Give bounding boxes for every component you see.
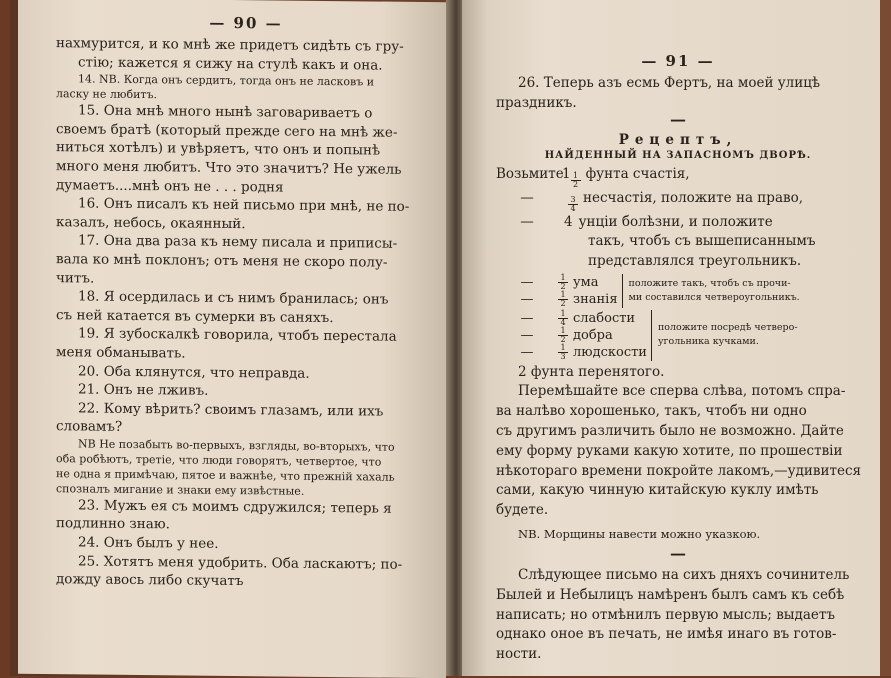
closing-line: Былей и Небылицъ намѣренъ былъ самъ къ себѣ — [496, 586, 845, 603]
left-text-line: словамъ? — [56, 418, 123, 436]
left-page — [18, 0, 446, 678]
recipe-row-happiness: Возьмите 1 $\frac{1}{2}$ фунта счастія, — [496, 165, 690, 189]
entry-26-line1: 26. Теперь азъ есмь Фертъ, на моей улицѣ — [518, 75, 821, 91]
instruction-line: сами, какую чинную китайскую куклу имѣть — [496, 482, 819, 499]
recipe-row-illness-cont1: такъ, чтобъ съ вышеписаннымъ — [588, 233, 816, 250]
left-text-line: 23. Мужъ ея съ моимъ сдружился; теперь я — [78, 497, 392, 517]
page-number-right: — 91 — — [641, 52, 715, 70]
recipe-title: Рецептъ, — [618, 131, 738, 148]
left-text-line: съ ней катается въ сумерки въ саняхъ. — [56, 306, 334, 326]
left-text-line: 14. NB. Когда онъ сердитъ, тогда онъ не ласковъ и — [78, 72, 375, 89]
instruction-line: съ другимъ различить было не возможно. Дайте — [496, 423, 844, 440]
recipe-row-borrowed: 2 фунта перенятого. — [518, 363, 665, 380]
instruction-line: будете. — [496, 502, 549, 519]
left-text-line: стію; кажется я сижу на стулѣ какъ и она. — [78, 53, 383, 74]
instruction-line: Перемѣшайте все сперва слѣва, потомъ спра- — [518, 383, 846, 400]
left-text-line: подлинно знаю. — [56, 515, 170, 533]
closing-line: Слѣдующее письмо на сихъ дняхъ сочинитель — [518, 567, 850, 584]
left-text-line: не одна я примѣчаю, пятое и важнѣе, что прежній хахаль — [56, 467, 395, 484]
left-text-line: 17. Она два раза къ нему писала и приписы- — [78, 232, 398, 253]
separator-dash: — — [670, 109, 686, 129]
left-text-line: читъ. — [56, 269, 95, 287]
nb-note: NB. Морщины навести можно указкою. — [518, 527, 761, 542]
recipe-row-illness-cont2: представлялся треугольникъ. — [588, 252, 802, 269]
left-text-line: 24. Онъ былъ у нее. — [78, 534, 219, 552]
recipe-row-illness: — 4 унціи болѣзни, и положите — [520, 213, 773, 230]
recipe-item-knowledge: — $\frac{1}{2}$ знанія — [520, 289, 618, 308]
recipe-row-misfortune: — $\frac{3}{4}$ несчастія, положите на право, — [520, 189, 804, 213]
left-text-line: 19. Я зубоскалкѣ говорила, чтобъ перестала — [78, 325, 397, 346]
left-text-line: NB Не позабыть во-первыхъ, взгляды, во-вторыхъ, что — [78, 437, 395, 454]
left-text-line: 22. Кому вѣрить? своимъ глазамъ, или ихъ — [78, 400, 384, 420]
recipe-group-mind — [496, 274, 860, 308]
recipe-item-goodness: — $\frac{1}{2}$ добра — [520, 325, 613, 344]
left-text-line: дожду авось либо скучатъ — [56, 571, 244, 590]
recipe-instructions — [496, 382, 860, 521]
entry-26-line2: праздникъ. — [496, 94, 577, 111]
closing-line: однако оное въ печать, не имѣя инаго въ готов- — [496, 626, 837, 643]
left-text-line: 21. Онъ не лживъ. — [78, 381, 209, 399]
left-page-text — [56, 34, 436, 593]
recipe-subtitle: НАЙДЕННЫЙ НА ЗАПАСНОМЪ ДВОРѢ. — [544, 149, 812, 161]
fraction: $\frac{3}{4}$ — [568, 196, 578, 213]
closing-paragraph — [496, 566, 860, 665]
recipe-item-humanity: — $\frac{1}{3}$ людскости — [520, 342, 647, 361]
instruction-line: нѣкотораго времени покройте лакомъ,—удивитеся — [496, 462, 862, 479]
left-text-line: ниться хотѣлъ) и увѣряетъ, что онъ и попынѣ — [56, 139, 381, 159]
left-text-line: думаетъ....мнѣ онъ не . . . родня — [56, 176, 284, 196]
instruction-line: ва налѣво хорошенько, такъ, чтобъ ни одно — [496, 403, 807, 420]
left-text-line: 16. Онъ писалъ къ ней письмо при мнѣ, не по- — [78, 195, 410, 216]
left-text-line: 25. Хотятъ меня удобрить. Оба ласкаютъ; по- — [78, 553, 403, 573]
fraction: $\frac{1}{2}$ — [571, 172, 581, 189]
left-text-line: 15. Она мнѣ много нынѣ заговариваетъ о — [78, 102, 373, 122]
left-text-line: спозналъ мигание и знаки ему извѣстные. — [56, 482, 305, 498]
left-text-line: вала ко мнѣ поклонъ; отъ меня не скоро полу- — [56, 251, 388, 271]
take-label: Возьмите — [496, 165, 564, 182]
left-text-line: казалъ, небось, окаянный. — [56, 213, 246, 232]
recipe-group-weakness — [496, 310, 860, 361]
open-book — [10, 0, 891, 676]
left-text-line: нахмурится, и ко мнѣ же придетъ сидѣть съ гру- — [56, 35, 404, 55]
left-text-line: своемъ братѣ (который прежде сего на мнѣ же- — [56, 120, 398, 141]
left-text-line: много меня любитъ. Что это значитъ? Не ужель — [56, 158, 402, 178]
left-text-line: ласку не любитъ. — [56, 87, 157, 102]
closing-line: написать; но отмѣнилъ первую мысль; выдаетъ — [496, 606, 835, 623]
left-text-line: меня обманывать. — [56, 344, 186, 362]
recipe-group-mind-note: положите такъ, чтобъ съ прочи- ми составился четвероугольникъ. — [628, 277, 800, 303]
left-text-line: 20. Оба клянутся, что неправда. — [78, 362, 310, 382]
left-text-line: 18. Я осердилась и съ нимъ бранилась; онъ — [78, 288, 389, 308]
instruction-line: ему форму руками какую хотите, по прошествіи — [496, 442, 843, 459]
closing-line: ности. — [496, 646, 542, 663]
left-text-line: оба робѣютъ, третіе, что люди говорятъ, четвертое, что — [56, 452, 382, 469]
recipe-group-weakness-note: положите посредѣ четверо- угольника кучками. — [657, 322, 798, 348]
right-page — [462, 0, 880, 676]
page-number-left: — 90 — — [209, 13, 283, 33]
separator-dash-2: — — [670, 544, 686, 564]
recipe-item-weakness: — $\frac{1}{4}$ слабости — [520, 308, 636, 327]
recipe-item-mind: — $\frac{1}{2}$ ума — [520, 272, 599, 291]
